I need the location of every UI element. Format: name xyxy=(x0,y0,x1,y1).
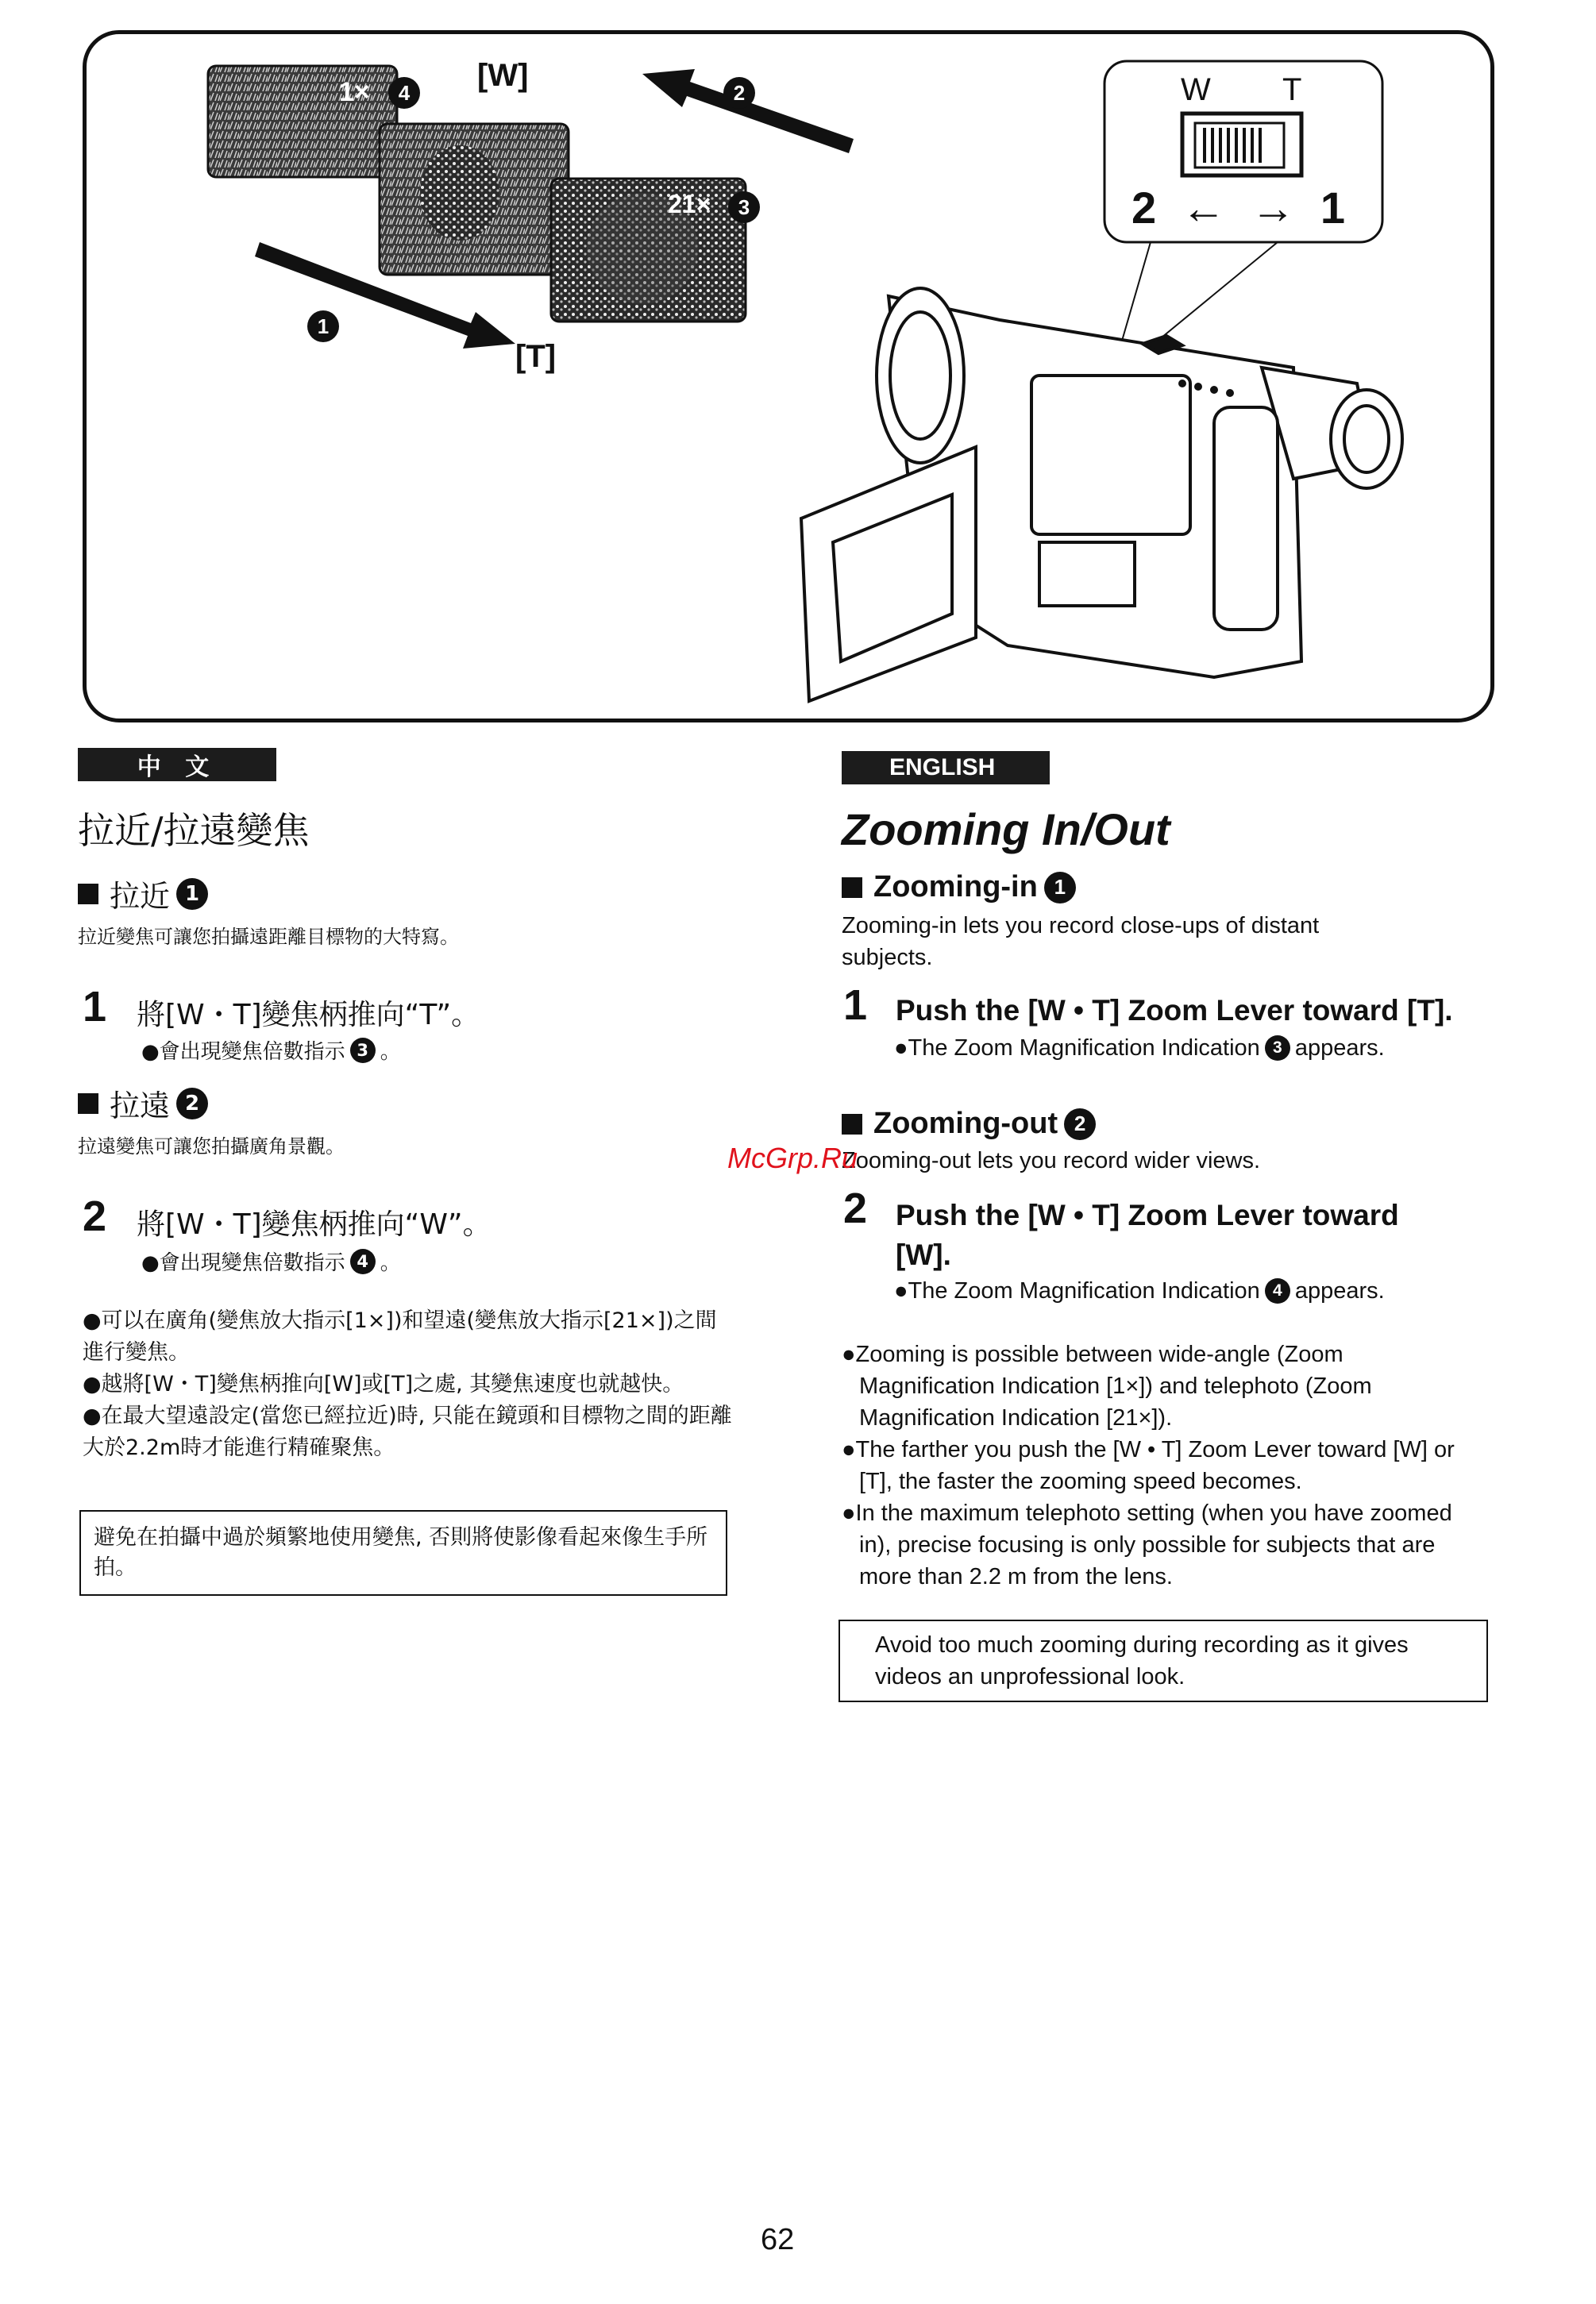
marker-1: 1 xyxy=(307,310,339,342)
circle-4-icon: 4 xyxy=(1265,1278,1290,1304)
illustration-frame xyxy=(83,30,1494,722)
camcorder-drawing xyxy=(801,288,1402,701)
square-bullet-icon xyxy=(78,884,98,904)
zoom-1x-label: 1× xyxy=(339,77,370,107)
chinese-tab: 中 文 xyxy=(78,748,276,781)
circle-3-icon: 3 xyxy=(1265,1035,1290,1061)
lever-direction: 2 ← → 1 xyxy=(1131,183,1351,233)
english-note-text: Avoid too much zooming during recording as it gives videos an unprofessional look. xyxy=(875,1632,1409,1689)
chinese-step2-note: ●會出現變焦倍數指示 4 。 xyxy=(141,1246,401,1276)
english-title: Zooming In/Out xyxy=(842,804,1170,854)
circle-1-icon: 1 xyxy=(1044,872,1076,903)
english-step1-text: Push the [W • T] Zoom Lever toward [T]. xyxy=(896,994,1453,1027)
english-step1-number: 1 xyxy=(843,981,868,1029)
lever-t-label: T xyxy=(1282,72,1302,107)
marker-2: 2 xyxy=(723,77,755,109)
marker-4: 4 xyxy=(388,77,420,109)
square-bullet-icon xyxy=(842,877,862,898)
chinese-step2-number: 2 xyxy=(83,1192,107,1240)
chinese-step1-number: 1 xyxy=(83,983,107,1031)
circle-2-icon: 2 xyxy=(176,1088,208,1119)
zoom-21x-label: 21× xyxy=(668,190,711,218)
label-t: [T] xyxy=(515,339,557,374)
zoom-in-heading-text: 拉近 xyxy=(110,879,171,914)
chinese-step1-note: ●會出現變焦倍數指示 3 。 xyxy=(141,1035,401,1065)
chinese-note-box xyxy=(79,1510,727,1596)
chinese-step1-text: 將[W・T]變焦柄推向“T”。 xyxy=(137,999,480,1031)
chinese-zoom-in-heading xyxy=(78,872,208,915)
english-zoom-in-desc: Zooming-in lets you record close-ups of distant subjects. xyxy=(842,913,1320,970)
english-bullet-1: ●Zooming is possible between wide-angle (Zoom Magnification Indication [1×]) and telephoto (Zoom Magnification Indication [21×]). xyxy=(842,1342,1372,1431)
english-tab: ENGLISH xyxy=(842,751,1050,784)
english-step2-note: ●The Zoom Magnification Indication 4 appears. xyxy=(894,1278,1385,1304)
circle-2-icon: 2 xyxy=(1064,1108,1096,1140)
chinese-bullets xyxy=(83,1305,734,1464)
watermark: McGrp.Ru xyxy=(727,1142,858,1174)
circle-4-icon: 4 xyxy=(350,1249,376,1274)
english-bullet-2: ●The farther you push the [W • T] Zoom Lever toward [W] or [T], the faster the zooming speed becomes. xyxy=(842,1437,1455,1494)
english-zoom-in-heading: Zooming-in 1 xyxy=(842,870,1076,904)
english-note-box xyxy=(838,1620,1488,1702)
label-w: [W] xyxy=(477,58,529,93)
chinese-bullet-1: ●可以在廣角(變焦放大指示[1×])和望遠(變焦放大指示[21×])之間進行變焦。 xyxy=(83,1308,717,1365)
marker-3: 3 xyxy=(728,191,760,223)
square-bullet-icon xyxy=(842,1114,862,1135)
chinese-bullet-2: ●越將[W・T]變焦柄推向[W]或[T]之處, 其變焦速度也就越快。 xyxy=(83,1372,684,1397)
english-step1-note: ●The Zoom Magnification Indication 3 appears. xyxy=(894,1035,1385,1061)
page-number: 62 xyxy=(761,2223,795,2256)
chinese-step2-text: 將[W・T]變焦柄推向“W”。 xyxy=(137,1208,492,1241)
chinese-zoom-out-desc: 拉遠變焦可讓您拍攝廣角景觀。 xyxy=(78,1135,345,1158)
english-bullets xyxy=(842,1339,1477,1593)
english-zoom-out-desc: Zooming-out lets you record wider views. xyxy=(842,1148,1261,1173)
chinese-title: 拉近/拉遠變焦 xyxy=(78,809,310,852)
circle-1-icon: 1 xyxy=(176,878,208,910)
chinese-zoom-in-desc: 拉近變焦可讓您拍攝遠距離目標物的大特寫。 xyxy=(78,926,459,948)
square-bullet-icon xyxy=(78,1093,98,1114)
zoom-illustration xyxy=(87,34,1490,719)
lever-w-label: W xyxy=(1181,72,1211,107)
english-bullet-3: ●In the maximum telephoto setting (when you have zoomed in), precise focusing is only possible for subjects that are more than 2.2 m from the lens. xyxy=(842,1501,1452,1589)
circle-3-icon: 3 xyxy=(350,1038,376,1063)
chinese-zoom-out-heading: 拉遠 2 xyxy=(78,1081,208,1125)
english-step2-text: Push the [W • T] Zoom Lever toward [W]. xyxy=(896,1199,1399,1271)
english-step2-number: 2 xyxy=(843,1185,868,1232)
english-zoom-out-heading: Zooming-out 2 xyxy=(842,1107,1096,1141)
chinese-note-text: 避免在拍攝中過於頻繁地使用變焦, 否則將使影像看起來像生手所拍。 xyxy=(94,1525,708,1580)
chinese-bullet-3: ●在最大望遠設定(當您已經拉近)時, 只能在鏡頭和目標物之間的距離大於2.2m時才能進行精確聚焦。 xyxy=(83,1404,732,1460)
